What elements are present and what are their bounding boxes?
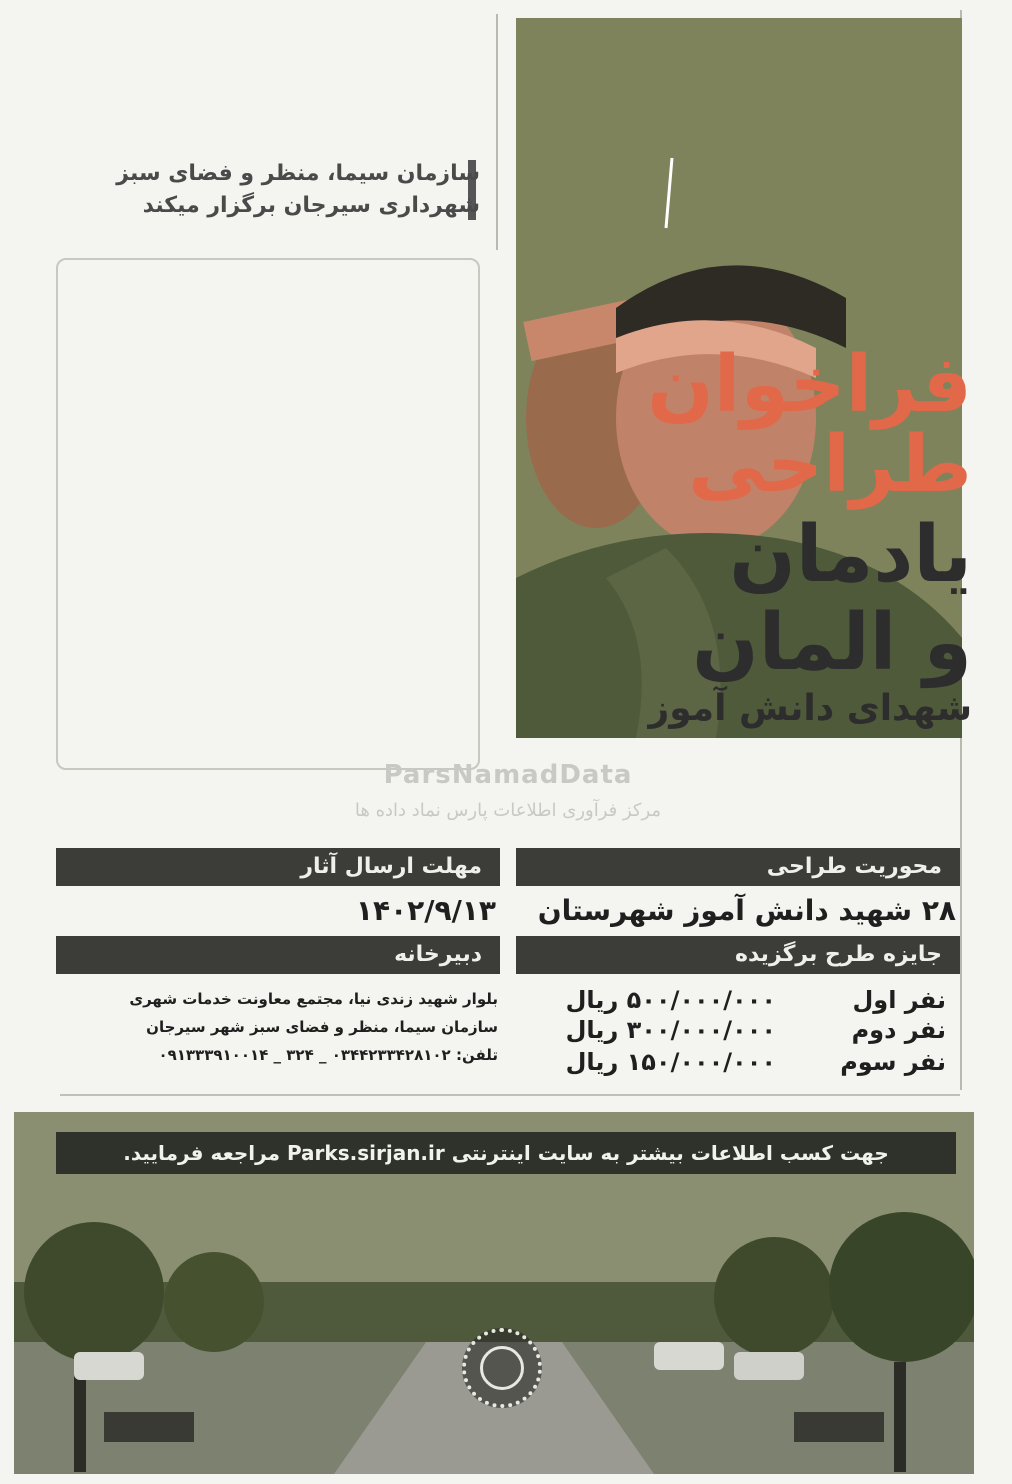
prize-row-3 [486,1048,946,1082]
prizes-header: جایزه طرح برگزیده [516,936,960,974]
divider [60,1094,960,1096]
theme-header: محوریت طراحی [516,848,960,886]
title-line-1: فراخوان [647,340,972,430]
watermark-tagline: مرکز فرآوری اطلاعات پارس نماد داده ها [354,800,662,821]
secretariat-header: دبیرخانه [56,936,500,974]
organizer-line-1: سازمان سیما، منظر و فضای سبز [116,161,480,186]
prize-amount-3: ۱۵۰/۰۰۰/۰۰۰ ریال [565,1048,776,1076]
prize-rank-3: نفر سوم [840,1048,946,1076]
prize-row-2 [486,1016,946,1050]
title-line-3: یادمان [729,510,972,600]
title-line-4: و المان [692,598,972,688]
website-note: جهت کسب اطلاعات بیشتر به سایت اینترنتی Parks.sirjan.ir مراجعه فرمایید. [56,1132,956,1174]
watermark-brand: ParsNamadData [383,760,633,790]
prize-amount-2: ۳۰۰/۰۰۰/۰۰۰ ریال [565,1016,776,1044]
deadline-value: ۱۴۰۲/۹/۱۳ [355,894,496,927]
deadline-header: مهلت ارسال آثار [56,848,500,886]
organizer-text [60,158,480,222]
title-line-2: طراحی [688,420,972,510]
prize-rank-2: نفر دوم [851,1016,946,1044]
secretariat-address-1: بلوار شهید زندی نیا، مجتمع معاونت خدمات شهری [129,990,498,1008]
prize-row-1 [486,986,946,1020]
theme-value: ۲۸ شهید دانش آموز شهرستان [537,894,956,927]
logo-inner-ring [480,1346,524,1390]
municipality-logo-icon [462,1328,542,1408]
prize-rank-1: نفر اول [852,986,946,1014]
title-box [56,258,480,770]
organizer-line-2: شهرداری سیرجان برگزار میکند [142,193,480,218]
secretariat-phone: تلفن: ۰۳۴۴۲۳۳۴۲۸۱۰۲ _ ۳۲۴ _ ۰۹۱۳۳۳۹۱۰۰۱۴ [158,1046,498,1064]
title-subtitle: شهدای دانش آموز [648,688,972,729]
prize-amount-1: ۵۰۰/۰۰۰/۰۰۰ ریال [565,986,776,1014]
secretariat-address-2: سازمان سیما، منظر و فضای سبز شهر سیرجان [146,1018,498,1036]
